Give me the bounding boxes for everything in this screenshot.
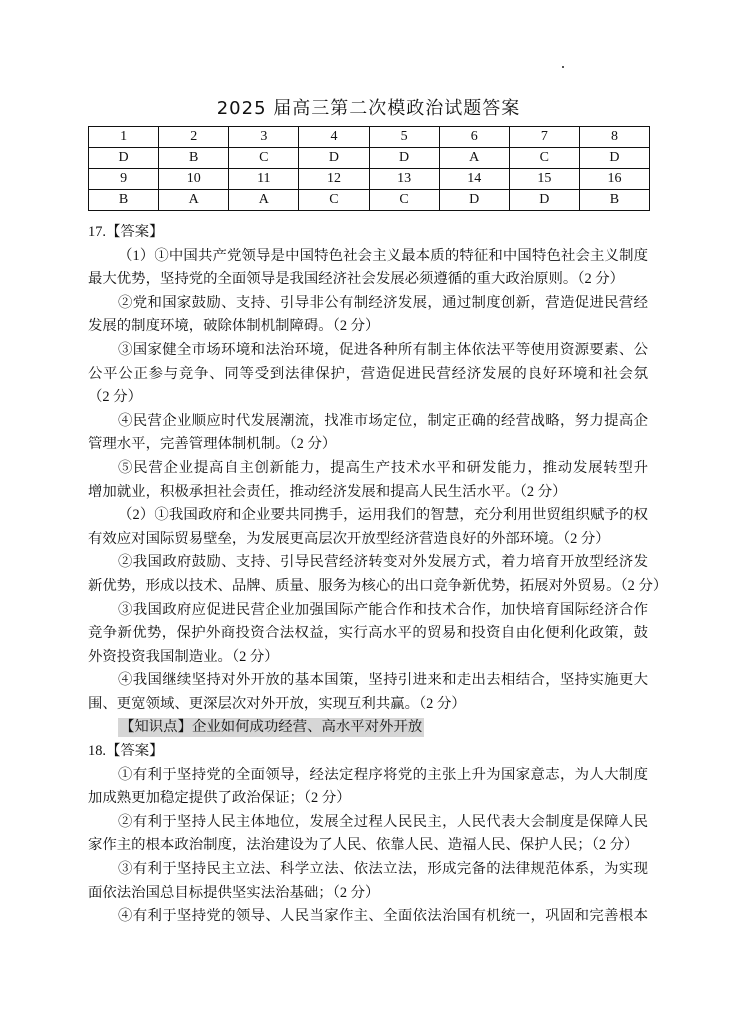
paragraph-line: 公平公正参与竞争、同等受到法律保护，营造促进民营经济发展的良好环境和社会氛 bbox=[88, 365, 648, 382]
paragraph-line: 家作主的根本政治制度，法治建设为了人民、依靠人民、造福人民、保护人民；（2 分） bbox=[88, 837, 639, 854]
question-number-cell: 14 bbox=[439, 169, 509, 190]
answer-cell: D bbox=[579, 148, 649, 169]
question-number-cell: 7 bbox=[509, 127, 579, 148]
question-number-cell: 13 bbox=[369, 169, 439, 190]
answer-paragraph bbox=[88, 504, 648, 551]
paragraph-line: 有效应对国际贸易壁垒，为发展更高层次开放型经济营造良好的外部环境。（2 分） bbox=[88, 530, 610, 547]
paragraph-line: ②有利于坚持人民主体地位，发展全过程人民民主，人民代表大会制度是保障人民 bbox=[118, 813, 648, 830]
paragraph-line: 外资投资我国制造业。（2 分） bbox=[88, 648, 279, 665]
scan-dot bbox=[562, 66, 564, 68]
answer-cell: C bbox=[509, 148, 579, 169]
answer-cell: D bbox=[509, 190, 579, 211]
paragraph-line: ④有利于坚持党的领导、人民当家作主、全面依法治国有机统一，巩固和完善根本 bbox=[118, 908, 648, 925]
question-number-cell: 12 bbox=[299, 169, 369, 190]
answer-cell: C bbox=[369, 190, 439, 211]
answer-cell: D bbox=[89, 148, 159, 169]
answer-cell: B bbox=[159, 148, 229, 169]
paragraph-line: ④我国继续坚持对外开放的基本国策，坚持引进来和走出去相结合，坚持实施更大 bbox=[118, 672, 648, 689]
paragraph-line: ①有利于坚持党的全面领导，经法定程序将党的主张上升为国家意志，为人大制度 bbox=[118, 766, 648, 783]
question-number-cell: 5 bbox=[369, 127, 439, 148]
question-number-row bbox=[89, 127, 650, 148]
paragraph-line: 管理水平，完善管理体制机制。（2 分） bbox=[88, 436, 337, 453]
answer-cell: C bbox=[229, 148, 299, 169]
answer-cell: A bbox=[229, 190, 299, 211]
question-number-cell: 3 bbox=[229, 127, 299, 148]
paragraph-line: 新优势，形成以技术、品牌、质量、服务为核心的出口竞争新优势，拓展对外贸易。（2 分） bbox=[88, 577, 668, 594]
answer-paragraph bbox=[88, 292, 648, 339]
question-number-cell: 16 bbox=[579, 169, 649, 190]
answer-paragraph bbox=[88, 410, 648, 457]
answer-row bbox=[89, 148, 650, 169]
paragraph-line: ③有利于坚持民主立法、科学立法、依法立法，形成完备的法律规范体系，为实现 bbox=[118, 861, 648, 878]
answer-cell: B bbox=[89, 190, 159, 211]
question-number-cell: 2 bbox=[159, 127, 229, 148]
answer-cell: C bbox=[299, 190, 369, 211]
paragraph-line: ②我国政府鼓励、支持、引导民营经济转变对外发展方式，着力培育开放型经济发 bbox=[118, 554, 648, 571]
answer-table bbox=[88, 126, 650, 211]
paragraph-line: 增加就业，积极承担社会责任，推动经济发展和提高人民生活水平。（2 分） bbox=[88, 483, 567, 500]
question-number-cell: 4 bbox=[299, 127, 369, 148]
question-number-cell: 11 bbox=[229, 169, 299, 190]
paragraph-line: ③我国政府应促进民营企业加强国际产能合作和技术合作，加快培育国际经济合作 bbox=[118, 601, 648, 618]
answer-paragraph bbox=[88, 905, 648, 929]
page-title: 2025 届高三第二次模政治试题答案 bbox=[216, 98, 521, 119]
question-number-row bbox=[89, 169, 650, 190]
question-number-cell: 6 bbox=[439, 127, 509, 148]
answer-paragraph bbox=[88, 245, 648, 292]
answer-cell: D bbox=[439, 190, 509, 211]
answer-cell: B bbox=[579, 190, 649, 211]
answer-paragraph bbox=[88, 339, 648, 410]
answer-cell: D bbox=[299, 148, 369, 169]
paragraph-line: ②党和国家鼓励、支持、引导非公有制经济发展，通过制度创新，营造促进民营经 bbox=[118, 294, 648, 311]
paragraph-line: 面依法治国总目标提供坚实法治基础；（2 分） bbox=[88, 884, 380, 901]
answer-row bbox=[89, 190, 650, 211]
paragraph-line: 加成熟更加稳定提供了政治保证；（2 分） bbox=[88, 790, 351, 807]
answer-paragraph bbox=[88, 669, 648, 716]
answer-body bbox=[88, 221, 668, 929]
answer-paragraph bbox=[88, 858, 648, 905]
question-number-cell: 10 bbox=[159, 169, 229, 190]
question-number-cell: 8 bbox=[579, 127, 649, 148]
knowledge-point: 【知识点】企业如何成功经营、高水平对外开放 bbox=[120, 719, 423, 736]
question-heading: 17.【答案】 bbox=[88, 224, 164, 240]
paragraph-line: （2）①我国政府和企业要共同携手，运用我们的智慧，充分利用世贸组织赋予的权 bbox=[118, 507, 648, 524]
paragraph-line: ③国家健全市场环境和法治环境，促进各种所有制主体依法平等使用资源要素、公 bbox=[118, 341, 648, 358]
paragraph-line: ④民营企业顺应时代发展潮流，找准市场定位，制定正确的经营战略，努力提高企 bbox=[118, 412, 648, 429]
answer-paragraph bbox=[88, 764, 648, 811]
paragraph-line: 围、更宽领域、更深层次对外开放，实现互利共赢。（2 分） bbox=[88, 695, 466, 712]
paragraph-line: （1）①中国共产党领导是中国特色社会主义最本质的特征和中国特色社会主义制度 bbox=[118, 247, 648, 264]
answer-paragraph bbox=[88, 599, 648, 670]
answer-paragraph bbox=[88, 551, 668, 598]
paragraph-line: （2 分） bbox=[88, 389, 142, 406]
paragraph-line: 最大优势，坚持党的全面领导是我国经济社会发展必须遵循的重大政治原则。（2 分） bbox=[88, 271, 625, 288]
paragraph-line: ⑤民营企业提高自主创新能力，提高生产技术水平和研发能力，推动发展转型升 bbox=[118, 459, 648, 476]
knowledge-point-row bbox=[88, 716, 648, 740]
answer-paragraph bbox=[88, 457, 648, 504]
question-number-cell: 9 bbox=[89, 169, 159, 190]
paragraph-line: 发展的制度环境，破除体制机制障碍。（2 分） bbox=[88, 318, 380, 335]
answer-cell: D bbox=[369, 148, 439, 169]
answer-cell: A bbox=[439, 148, 509, 169]
question-heading: 18.【答案】 bbox=[88, 743, 164, 760]
paragraph-line: 竞争新优势，保护外商投资合法权益，实行高水平的贸易和投资自由化便利化政策，鼓 bbox=[88, 625, 648, 642]
answer-cell: A bbox=[159, 190, 229, 211]
answer-paragraph bbox=[88, 811, 648, 858]
question-number-cell: 15 bbox=[509, 169, 579, 190]
question-number-cell: 1 bbox=[89, 127, 159, 148]
